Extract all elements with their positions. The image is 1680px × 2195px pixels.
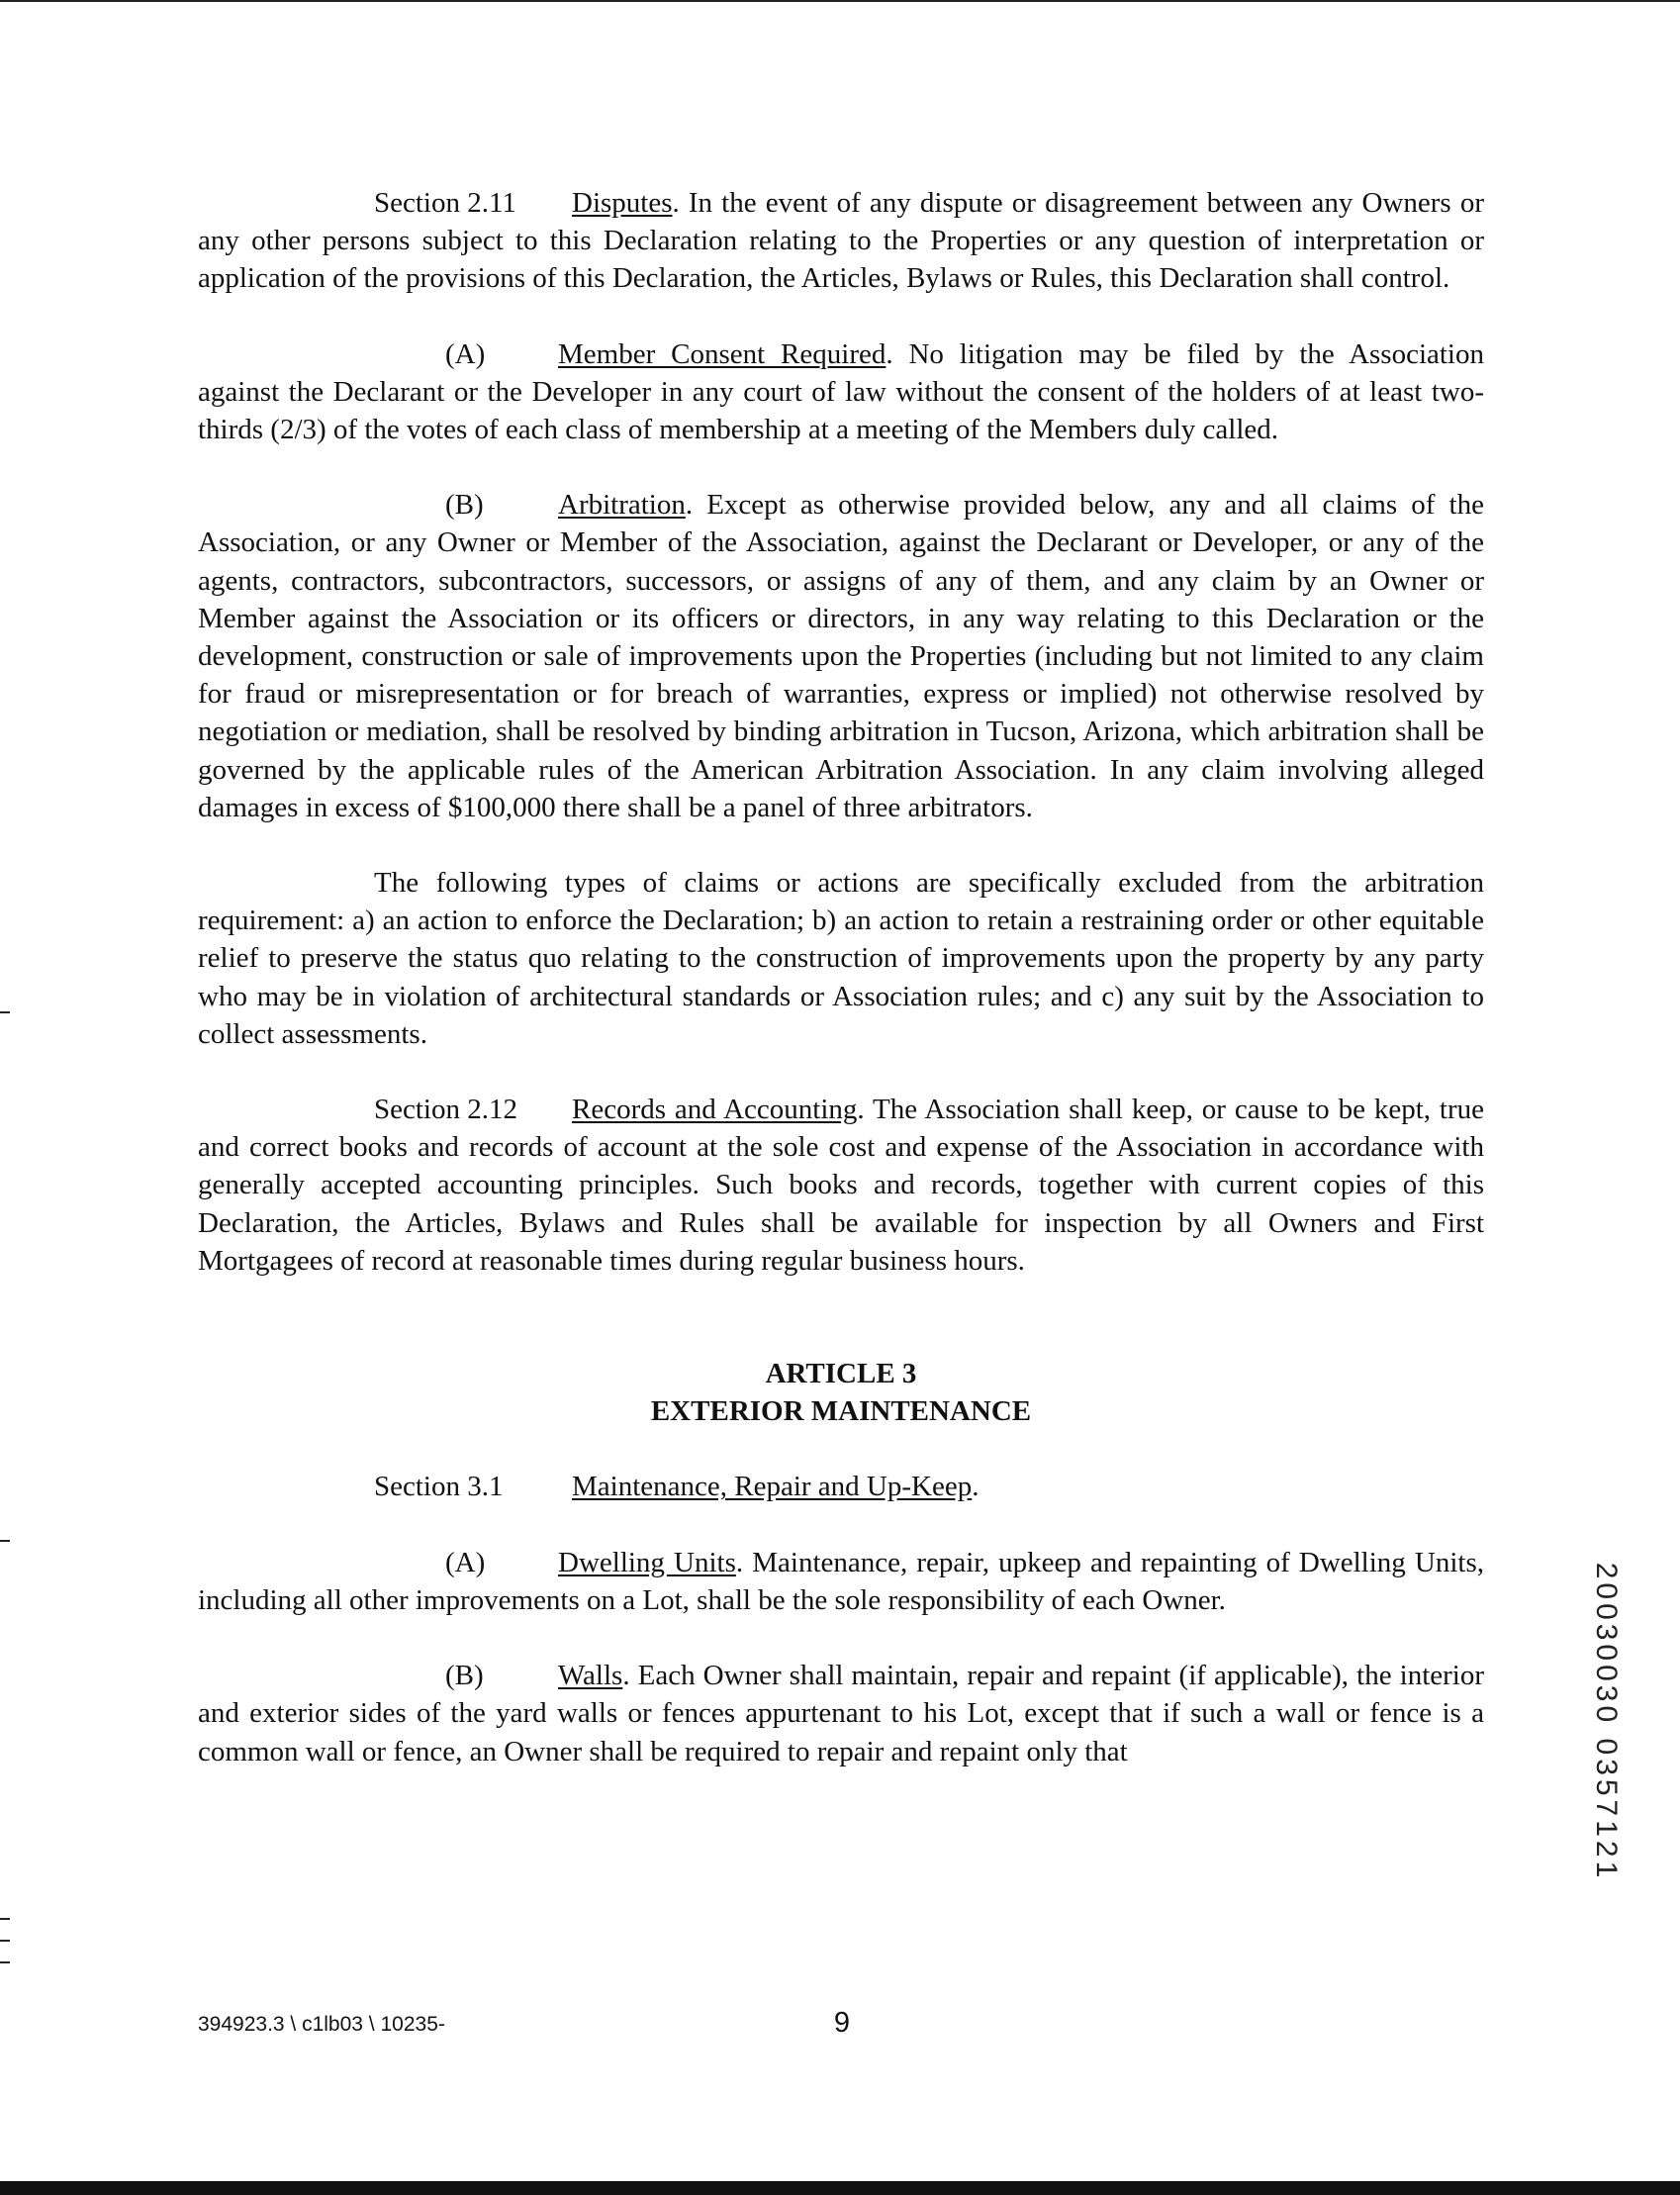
section-number: Section 3.1	[374, 1471, 504, 1503]
margin-mark	[0, 1940, 10, 1942]
margin-mark	[0, 1011, 10, 1013]
subsection-text: . Except as otherwise provided below, any and all claims of the Association, or any Owner or Member of the Association, against the Declarant or Developer, or any of the agents, contractors, subcontractors, successors, or assigns of any of them, and any claim by an Owner or Member against the Association or its officers or directors, in any way relating to this Declaration or the development, construction or sale of improvements upon the Properties (including but not limited to any claim for fraud or misrepresentation or for breach of warranties, express or implied) not otherwise resolved by negotiation or mediation, shall be resolved by binding arbitration in Tucson, Arizona, which arbitration shall be governed by the applicable rules of the American Arbitration Association. In any claim involving alleged damages in excess of $100,000 there shall be a panel of three arbitrators.	[198, 489, 1484, 823]
subsection-text: . Maintenance, repair, upkeep and repainting of Dwelling Units, including all other improvements on a Lot, shall be the sole responsibility of each Owner.	[198, 1546, 1484, 1616]
footer-document-id: 394923.3 \ c1lb03 \ 10235-	[198, 2013, 445, 2036]
article-title-heading: EXTERIOR MAINTENANCE	[650, 1395, 1032, 1428]
section-title: Records and Accounting	[572, 1094, 858, 1126]
subsection-title: Walls	[558, 1660, 623, 1692]
margin-mark	[0, 1961, 10, 1963]
subsection-number: (A)	[445, 1546, 486, 1578]
subsection-title: Arbitration	[558, 489, 686, 522]
subsection-number: (B)	[445, 489, 484, 522]
exclusions-paragraph: The following types of claims or actions are specifically excluded from the arbitration requirement: a) an action to enforce the Declaration; b) an action to retain a restraining order or other equitable relief to preserve the status quo relating to the construction of improvements upon the property by any party who may be in violation of architectural standards or Association rules; and c) any suit by the Association to collect assessments.	[198, 867, 1484, 1050]
page-number: 9	[833, 2007, 851, 2039]
margin-mark	[0, 1918, 10, 1920]
section-2-11-paragraph	[198, 184, 1484, 298]
section-title: Disputes	[572, 187, 673, 219]
subsection-title: Member Consent Required	[558, 337, 887, 370]
section-number: Section 2.11	[374, 187, 516, 219]
section-title: Maintenance, Repair and Up-Keep	[572, 1471, 973, 1503]
top-border-line	[0, 0, 1680, 2]
subsection-2-11-a-paragraph	[198, 335, 1484, 449]
recording-stamp-number: 20030030 0357121	[1590, 1562, 1623, 1882]
subsection-3-1-b-paragraph	[198, 1657, 1484, 1770]
document-body	[198, 184, 1484, 1770]
margin-mark	[0, 1540, 10, 1542]
subsection-title: Dwelling Units	[558, 1546, 736, 1578]
section-text: . In the event of any dispute or disagreement between any Owners or any other persons subject to this Declaration relating to the Properties or any question of interpretation or application of the provisions of this Declaration, the Articles, Bylaws or Rules, this Declaration shall control.	[198, 187, 1484, 295]
subsection-text: . No litigation may be filed by the Association against the Declarant or the Developer in any court of law without the consent of the holders of at least two-thirds (2/3) of the votes of each class of membership at a meeting of the Members duly called.	[198, 337, 1484, 446]
section-period: .	[972, 1471, 980, 1503]
article-number-heading: ARTICLE 3	[765, 1358, 917, 1390]
recording-stamp	[1561, 1562, 1650, 1882]
subsection-3-1-a-paragraph	[198, 1544, 1484, 1619]
section-number: Section 2.12	[374, 1094, 517, 1126]
subsection-text: . Each Owner shall maintain, repair and repaint (if applicable), the interior and exterior sides of the yard walls or fences appurtenant to his Lot, except that if such a wall or fence is a common wall or fence, an Owner shall be required to repair and repaint only that	[198, 1660, 1484, 1767]
subsection-number: (A)	[445, 337, 486, 370]
section-2-12-paragraph	[198, 1091, 1484, 1280]
section-3-1-heading	[198, 1468, 1484, 1505]
section-text: . The Association shall keep, or cause to be kept, true and correct books and records of account at the sole cost and expense of the Association in accordance with generally accepted accounting principles. Such books and records, together with current copies of this Declaration, the Articles, Bylaws and Rules shall be available for inspection by all Owners and First Mortgagees of record at reasonable times during regular business hours.	[198, 1094, 1484, 1277]
subsection-2-11-b-paragraph	[198, 486, 1484, 826]
bottom-border-bar	[0, 2181, 1680, 2195]
subsection-number: (B)	[445, 1660, 484, 1692]
